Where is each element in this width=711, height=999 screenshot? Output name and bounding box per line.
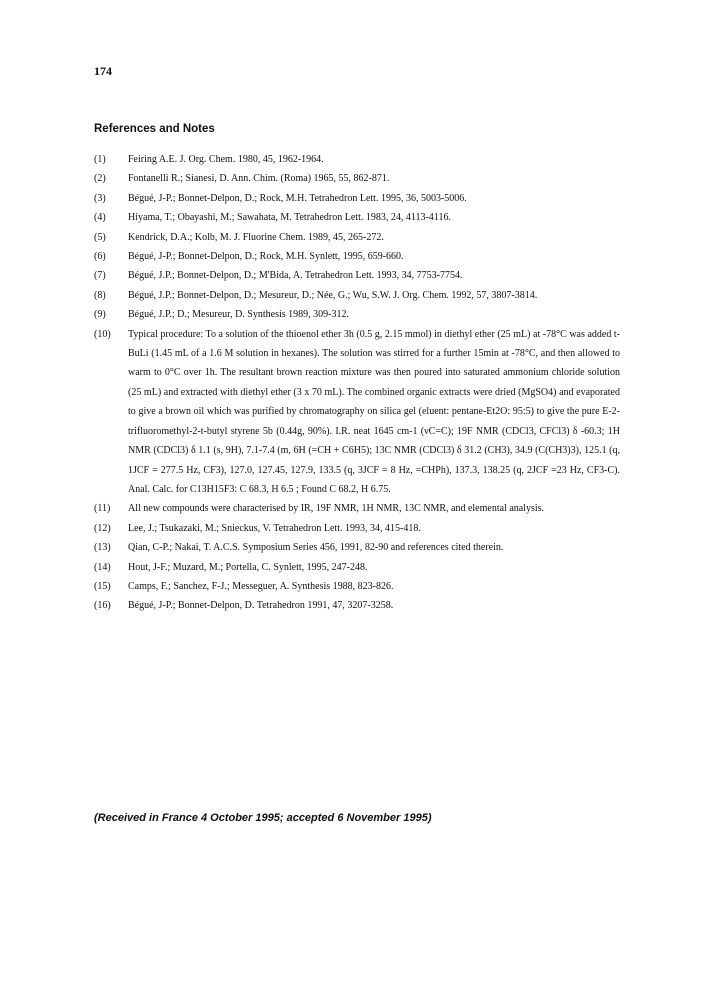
- reference-item: [94, 538, 620, 557]
- section-heading: References and Notes: [94, 123, 215, 135]
- reference-item: [94, 499, 620, 518]
- reference-text: Bégué, J.P.; Bonnet-Delpon, D.; Mesureur, D.; Née, G.; Wu, S.W. J. Org. Chem. 1992, 57, 3807-3814.: [128, 289, 538, 301]
- reference-number: (1): [94, 154, 106, 165]
- reference-text: Camps, F.; Sanchez, F-J.; Messeguer, A. Synthesis 1988, 823-826.: [128, 580, 394, 592]
- reference-item: [94, 247, 620, 266]
- reference-text: Bégué, J-P.; Bonnet-Delpon, D. Tetrahedron 1991, 47, 3207-3258.: [128, 600, 394, 612]
- reference-number: (9): [94, 309, 106, 321]
- reference-text: Bégué, J-P.; Bonnet-Delpon, D.; Rock, M.H. Synlett, 1995, 659-660.: [128, 251, 404, 263]
- reference-item: [94, 228, 620, 247]
- reference-item: [94, 305, 620, 324]
- reference-text: Fontanelli R.; Sianesi, D. Ann. Chim. (Roma) 1965, 55, 862-871.: [128, 173, 390, 185]
- reference-number: (13): [94, 542, 111, 554]
- reference-item: [94, 325, 620, 500]
- reference-item: [94, 150, 620, 169]
- reference-number: (2): [94, 173, 106, 185]
- reference-item: [94, 519, 620, 538]
- reference-item: [94, 189, 620, 208]
- reference-item: [94, 558, 620, 577]
- reference-text: Typical procedure: To a solution of the thioenol ether 3h (0.5 g, 2.15 mmol) in diethyl ether (25 mL) at -78°C was added t-BuLi (1.45 mL of a 1.6 M solution in hexanes). The solution was stirred for a further 15min at -78°C, and then allowed to warm to 0°C over 1h. The resultant brown reaction mixture was then poured into saturated ammonium chloride solution (25 mL) and extracted with diethyl ether (3 x 70 mL). The combined organic extracts were dried (MgSO4) and evaporated to give a brown oil which was purified by chromatography on silica gel (eluent: pentane-Et2O: 95:5) to give the pure E-2-trifluoromethyl-2-t-butyl styrene 5b (0.44g, 90%). I.R. neat 1645 cm-1 (νC=C); 19F NMR (CDCl3, CFCl3) δ -60.3; 1H NMR (CDCl3) δ 1.1 (s, 9H), 7.1-7.4 (m, 6H (=CH + C6H5); 13C NMR (CDCl3) δ 31.2 (CH3), 34.9 (C(CH3)3), 125.1 (q, 1JCF = 277.5 Hz, CF3), 127.0, 127.45, 127.9, 133.5 (q, 3JCF = 8 Hz, =CHPh), 137.3, 138.25 (q, 2JCF =23 Hz, CF3-C). Anal. Calc. for C13H15F3: C 68.3, H 6.5 ; Found C 68.2, H 6.75.: [128, 328, 620, 495]
- reference-text: Bégué, J.P.; Bonnet-Delpon, D.; M'Bida, A. Tetrahedron Lett. 1993, 34, 7753-7754.: [128, 270, 463, 282]
- page-number: 174: [94, 64, 112, 78]
- reference-text: Qian, C-P.; Nakai, T. A.C.S. Symposium Series 456, 1991, 82-90 and references cited therein.: [128, 542, 504, 554]
- reference-text: Kendrick, D.A.; Kolb, M. J. Fluorine Chem. 1989, 45, 265-272.: [128, 231, 384, 243]
- reference-number: (6): [94, 251, 106, 263]
- received-text: (Received in France 4 October 1995; accepted 6 November 1995): [94, 812, 432, 824]
- reference-text: Bégué, J-P.; Bonnet-Delpon, D.; Rock, M.H. Tetrahedron Lett. 1995, 36, 5003-5006.: [128, 192, 467, 204]
- reference-text: Hiyama, T.; Obayashi, M.; Sawahata, M. Tetrahedron Lett. 1983, 24, 4113-4116.: [128, 212, 451, 224]
- reference-number: (11): [94, 503, 111, 515]
- reference-item: [94, 208, 620, 227]
- reference-item: [94, 596, 620, 615]
- reference-number: (5): [94, 231, 106, 243]
- reference-number: (4): [94, 212, 106, 224]
- reference-text: All new compounds were characterised by IR, 19F NMR, 1H NMR, 13C NMR, and elemental analysis.: [128, 503, 545, 515]
- reference-number: (7): [94, 270, 106, 282]
- reference-item: [94, 577, 620, 596]
- reference-number: (15): [94, 580, 111, 592]
- reference-number: (14): [94, 561, 111, 573]
- reference-text: Feiring A.E. J. Org. Chem. 1980, 45, 1962-1964.: [128, 154, 324, 165]
- reference-text: Hout, J-F.; Muzard, M.; Portella, C. Synlett, 1995, 247-248.: [128, 561, 368, 573]
- reference-number: (16): [94, 600, 111, 612]
- reference-number: (10): [94, 328, 111, 340]
- reference-item: [94, 169, 620, 188]
- reference-number: (12): [94, 522, 111, 534]
- reference-list: [94, 150, 620, 616]
- reference-text: Lee, J.; Tsukazaki, M.; Snieckus, V. Tetrahedron Lett. 1993, 34, 415-418.: [128, 522, 421, 534]
- reference-number: (3): [94, 192, 106, 204]
- reference-text: Bégué, J.P.; D.; Mesureur, D. Synthesis 1989, 309-312.: [128, 309, 349, 321]
- reference-item: [94, 286, 620, 305]
- received-note: [94, 812, 432, 824]
- reference-number: (8): [94, 289, 106, 301]
- reference-item: [94, 266, 620, 285]
